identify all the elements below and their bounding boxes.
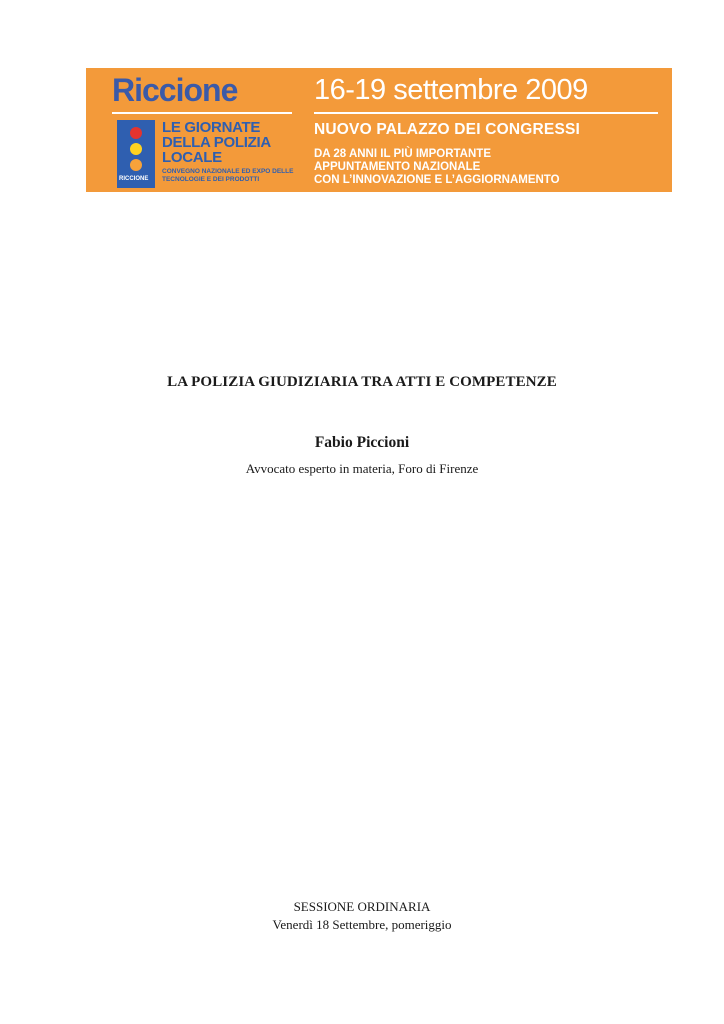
brand-name: Riccione [112, 72, 238, 108]
brand-divider [112, 112, 292, 114]
author-name: Fabio Piccioni [314, 434, 410, 451]
tagline-line-3: CON L’INNOVAZIONE E L’AGGIORNAMENTO [314, 174, 560, 186]
tagline-line-1: DA 28 ANNI IL PIÙ IMPORTANTE [314, 148, 491, 160]
red-light-icon [130, 127, 142, 139]
banner-right-panel [298, 68, 672, 192]
tagline-line-2: APPUNTAMENTO NAZIONALE [314, 161, 481, 173]
event-banner [86, 68, 672, 192]
session-type: SESSIONE ORDINARIA [293, 899, 431, 914]
banner-left-panel [86, 68, 298, 192]
session-time: Venerdì 18 Settembre, pomeriggio [272, 917, 452, 932]
event-subtitle: CONVEGNO NAZIONALE ED EXPO DELLE TECNOLOGIE E DEI PRODOTTI [162, 168, 294, 183]
dates-divider [314, 112, 658, 114]
event-name: LE GIORNATE DELLA POLIZIA LOCALE [162, 119, 271, 166]
event-tagline [314, 148, 560, 187]
event-venue: NUOVO PALAZZO DEI CONGRESSI [314, 121, 581, 138]
orange-light-icon [130, 159, 142, 171]
document-title: LA POLIZIA GIUDIZIARIA TRA ATTI E COMPETENZE [167, 374, 557, 390]
logo-caption: RICCIONE [119, 176, 149, 182]
author-affiliation: Avvocato esperto in materia, Foro di Firenze [245, 461, 479, 476]
yellow-light-icon [130, 143, 142, 155]
event-dates: 16-19 settembre 2009 [314, 74, 588, 106]
